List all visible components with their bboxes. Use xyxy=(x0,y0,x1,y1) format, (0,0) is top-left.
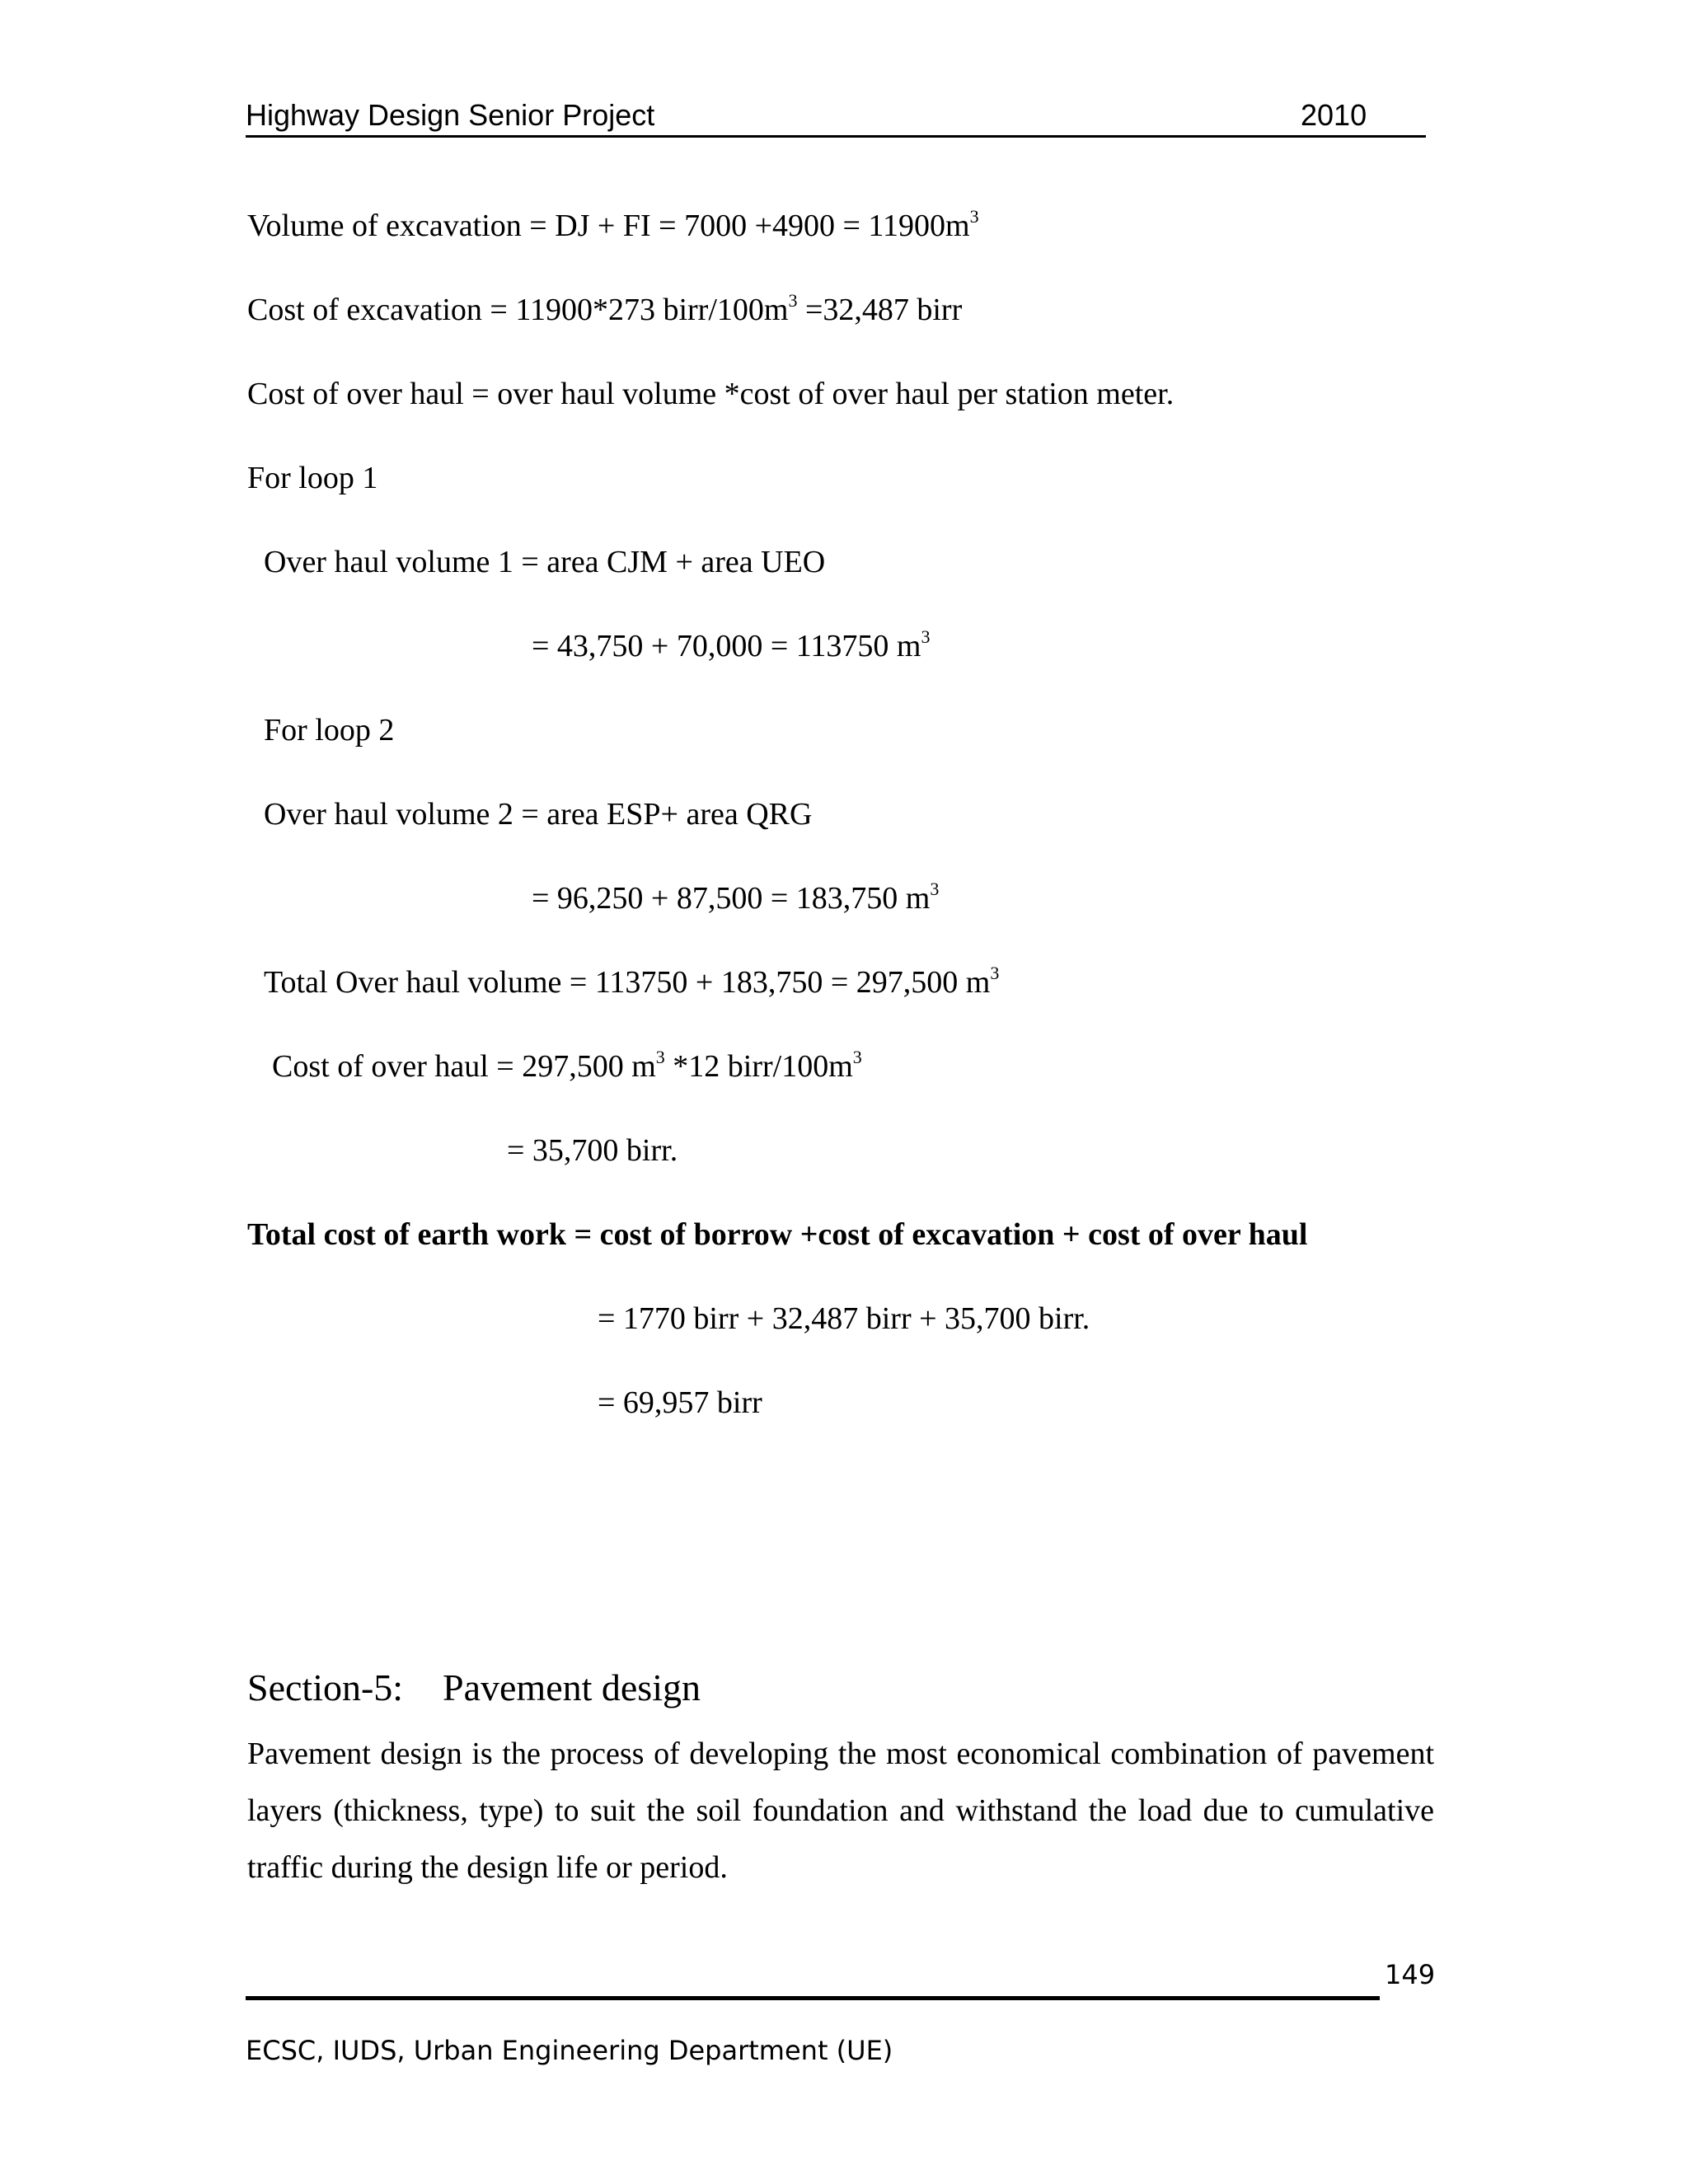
line-total-cost-result: = 69,957 birr xyxy=(598,1385,762,1420)
line-for-loop-2: For loop 2 xyxy=(264,713,395,748)
line-cost-overhaul-def: Cost of over haul = over haul volume *cost of over haul per station meter. xyxy=(247,377,1175,411)
line-total-overhaul-volume: Total Over haul volume = 113750 + 183,750 = 297,500 $m^3$ xyxy=(264,963,1000,1000)
line-total-cost-earthwork: Total cost of earth work = cost of borrow +cost of excavation + cost of over haul xyxy=(247,1217,1308,1252)
line-overhaul-volume-1: Over haul volume 1 = area CJM + area UEO xyxy=(264,545,826,579)
footer-rule xyxy=(246,1996,1380,2000)
line-for-loop-1: For loop 1 xyxy=(247,461,378,495)
header-rule xyxy=(246,135,1426,138)
line-overhaul-volume-1-result: = 43,750 + 70,000 = 113750 $m^3$ xyxy=(532,626,931,663)
page-number: 149 xyxy=(1385,1959,1436,1990)
line-cost-overhaul: Cost of over haul = 297,500 $m^3$ *12 birr/$100m^3$ xyxy=(272,1047,862,1084)
section-number: Section-5: xyxy=(247,1666,404,1708)
line-total-cost-sum: = 1770 birr + 32,487 birr + 35,700 birr. xyxy=(598,1301,1090,1336)
line-cost-excavation: Cost of excavation = 11900*273 birr/$100m^3 =32,487$ birr xyxy=(247,290,963,327)
header-title: Highway Design Senior Project xyxy=(246,98,655,132)
section-paragraph: Pavement design is the process of developing the most economical combination of pavement layers (thickness, type) to suit the soil foundation and withstand the load due to cumulative traffic during the design life or period. xyxy=(247,1736,1434,1885)
line-overhaul-volume-2: Over haul volume 2 = area ESP+ area QRG xyxy=(264,797,813,832)
footer-organization: ECSC, IUDS, Urban Engineering Department (UE) xyxy=(246,2035,893,2066)
line-cost-overhaul-result: = 35,700 birr. xyxy=(507,1133,678,1168)
header-year: 2010 xyxy=(1301,98,1367,132)
line-volume-excavation: Volume of excavation = DJ + FI = $7000 +4900 = 11900m^3$ xyxy=(247,206,979,243)
line-overhaul-volume-2-result: = 96,250 + 87,500 = 183,750 $m^3$ xyxy=(532,879,940,916)
section-title: Pavement design xyxy=(443,1666,701,1708)
